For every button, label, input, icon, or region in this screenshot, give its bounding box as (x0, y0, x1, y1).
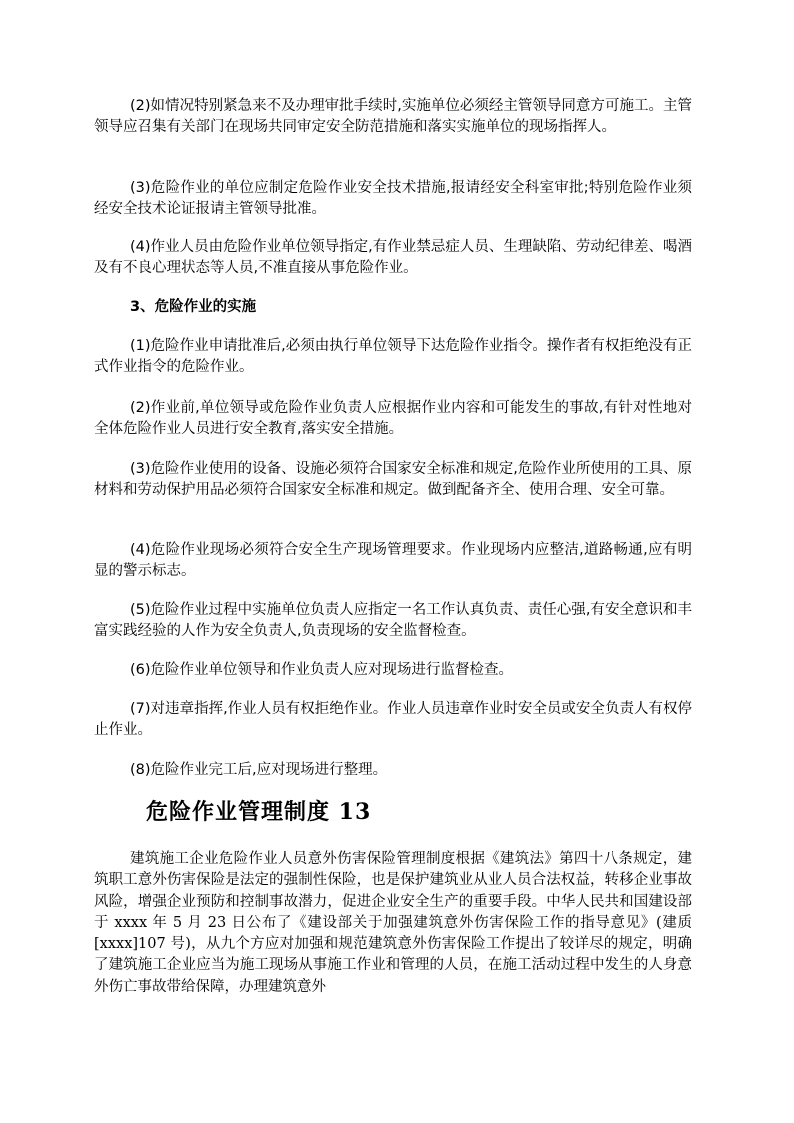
paragraph-cleanup: (8)危险作业完工后,应对现场进行整理。 (130, 762, 388, 778)
paragraph-safety-education: (2)作业前,单位领导或危险作业负责人应根据作业内容和可能发生的事故,有针对性地对全体危险作业人员进行安全教育,落实安全措施。 (94, 400, 692, 437)
section-title: 危险作业管理制度 13 (146, 799, 372, 825)
paragraph-refuse-violations: (7)对违章指挥,作业人员有权拒绝作业。作业人员违章作业时安全员或安全负责人有权停止作业。 (94, 701, 692, 738)
paragraph-site-management: (4)危险作业现场必须符合安全生产现场管理要求。作业现场内应整洁,道路畅通,应有明显的警示标志。 (94, 542, 692, 579)
paragraph-insurance-policy: 建筑施工企业危险作业人员意外伤害保险管理制度根据《建筑法》第四十八条规定，建筑职工意外伤害保险是法定的强制性保险，也是保护建筑业从业人员合法权益，转移企业事故风险，增强企业预防和控制事故潜力，促进企业安全生产的重要手段。中华人民共和国建设部于 xxxx 年 5 月 23 日公布了《建设部关于加强建筑意外伤害保险工作的指导意见》(建质[xxxx]107 号)，从九个方应对加强和规范建筑意外伤害保险工作提出了较详尽的规定，明确了建筑施工企业应当为施工现场从事施工作业和管理的人员，在施工活动过程中发生的人身意外伤亡事故带给保障，办理建筑意外 (94, 851, 692, 995)
paragraph-worker-assignment: (4)作业人员由危险作业单位领导指定,有作业禁忌症人员、生理缺陷、劳动纪律差、喝酒及有不良心理状态等人员,不准直接从事危险作业。 (94, 239, 692, 276)
paragraph-equipment-standards: (3)危险作业使用的设备、设施必须符合国家安全标准和规定,危险作业所使用的工具、原材料和劳动保护用品必须符合国家安全标准和规定。做到配备齐全、使用合理、安全可靠。 (94, 461, 692, 498)
paragraph-approval-emergency: (2)如情况特别紧急来不及办理审批手续时,实施单位必须经主管领导同意方可施工。主管领导应召集有关部门在现场共同审定安全防范措施和落实实施单位的现场指挥人。 (94, 98, 692, 135)
paragraph-safety-supervisor: (5)危险作业过程中实施单位负责人应指定一名工作认真负责、责任心强,有安全意识和丰富实践经验的人作为安全负责人,负责现场的安全监督检查。 (94, 602, 692, 639)
paragraph-work-order: (1)危险作业申请批准后,必须由执行单位领导下达危险作业指令。操作者有权拒绝没有正式作业指令的危险作业。 (94, 338, 692, 375)
paragraph-technical-measures: (3)危险作业的单位应制定危险作业安全技术措施,报请经安全科室审批;特别危险作业须经安全技术论证报请主管领导批准。 (94, 180, 692, 217)
paragraph-supervision: (6)危险作业单位领导和作业负责人应对现场进行监督检查。 (130, 662, 514, 678)
section-heading-implementation: 3、危险作业的实施 (130, 299, 257, 315)
